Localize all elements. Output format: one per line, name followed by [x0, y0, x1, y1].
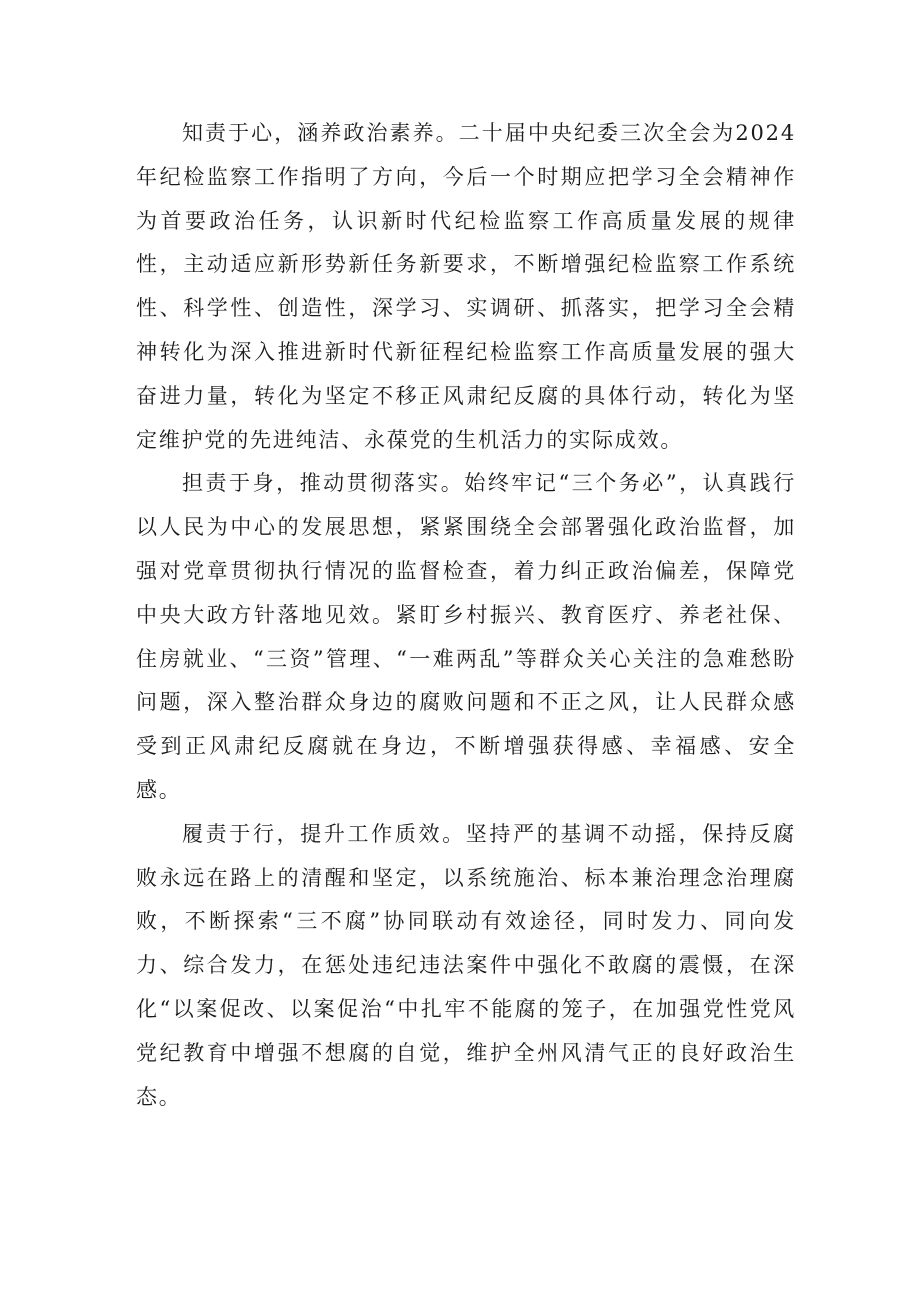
paragraph-3: 履责于行，提升工作质效。坚持严的基调不动摇，保持反腐败永远在路上的清醒和坚定，以系统施治、标本兼治理念治理腐败，不断探索“三不腐”协同联动有效途径，同时发力、同向发力、综合发力，在惩处违纪违法案件中强化不敢腐的震慑，在深化“以案促改、以案促治“中扎牢不能腐的笼子，在加强党性党风党纪教育中增强不想腐的自觉，维护全州风清气正的良好政治生态。 [136, 821, 796, 1109]
paragraph-1: 知责于心，涵养政治素养。二十届中央纪委三次全会为2024年纪检监察工作指明了方向，今后一个时期应把学习全会精神作为首要政治任务，认识新时代纪检监察工作高质量发展的规律性，主动适应新形势新任务新要求，不断增强纪检监察工作系统性、科学性、创造性，深学习、实调研、抓落实，把学习全会精神转化为深入推进新时代新征程纪检监察工作高质量发展的强大奋进力量，转化为坚定不移正风肃纪反腐的具体行动，转化为坚定维护党的先进纯洁、永葆党的生机活力的实际成效。 [136, 121, 796, 452]
paragraph-2: 担责于身，推动贯彻落实。始终牢记“三个务必”，认真践行以人民为中心的发展思想，紧紧围绕全会部署强化政治监督，加强对党章贯彻执行情况的监督检查，着力纠正政治偏差，保障党中央大政方针落地见效。紧盯乡村振兴、教育医疗、养老社保、住房就业、“三资”管理、“一难两乱”等群众关心关注的急难愁盼问题，深入整治群众身边的腐败问题和不正之风，让人民群众感受到正风肃纪反腐就在身边，不断增强获得感、幸福感、安全感。 [136, 471, 796, 802]
document-body [136, 112, 796, 1119]
